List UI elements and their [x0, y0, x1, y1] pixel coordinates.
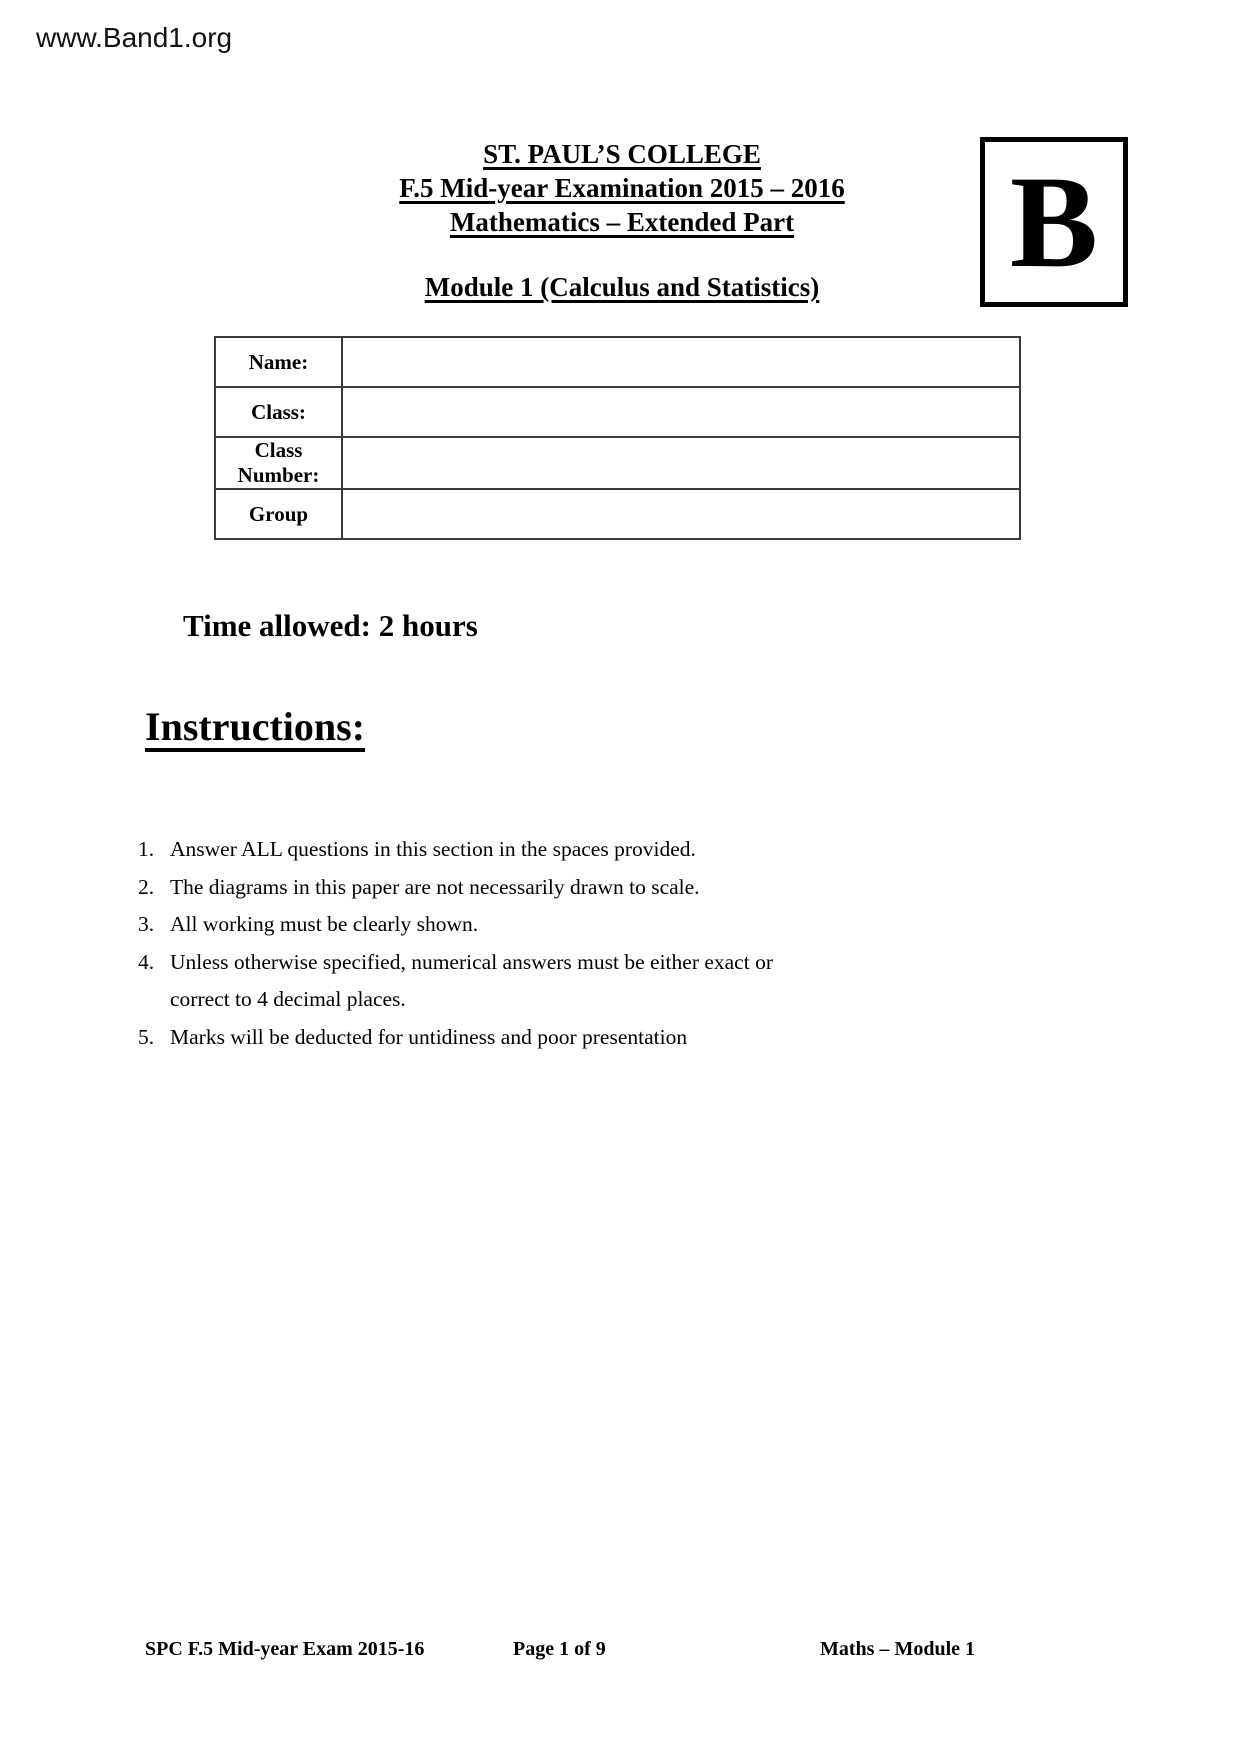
- watermark-url: www.Band1.org: [36, 22, 233, 53]
- instruction-text: Marks will be deducted for untidiness and poor presentation: [170, 1024, 688, 1049]
- instruction-item-4-continuation: [138, 981, 858, 1019]
- instruction-text: The diagrams in this paper are not necessarily drawn to scale.: [170, 874, 700, 899]
- instruction-number: 3.: [138, 912, 155, 936]
- version-box: [980, 137, 1128, 307]
- instruction-number: 2.: [138, 874, 155, 899]
- instruction-number: 5.: [138, 1024, 155, 1049]
- instruction-text: Answer ALL questions in this section in the spaces provided.: [170, 837, 696, 861]
- table-row-class: [215, 387, 1020, 437]
- footer-page-number: Page 1 of 9: [513, 1638, 606, 1660]
- class-value-cell: [342, 387, 1020, 437]
- class-number-value-cell: [342, 437, 1020, 489]
- instruction-text: All working must be clearly shown.: [170, 912, 479, 936]
- instruction-item-5: [138, 1019, 858, 1057]
- class-number-label: Class Number:: [215, 437, 342, 489]
- footer-module-name: Maths – Module 1: [820, 1638, 975, 1660]
- group-label: Group: [215, 489, 342, 539]
- instruction-item-4: [138, 944, 858, 982]
- instruction-item-2: [138, 869, 858, 907]
- title-block: [292, 137, 952, 304]
- instruction-number: 4.: [138, 949, 155, 974]
- footer-exam-name: SPC F.5 Mid-year Exam 2015-16: [145, 1638, 425, 1660]
- name-value-cell: [342, 337, 1020, 387]
- instructions-heading: Instructions:: [145, 704, 366, 749]
- time-allowed-text: Time allowed: 2 hours: [183, 608, 478, 643]
- exam-title: F.5 Mid-year Examination 2015 – 2016: [399, 173, 845, 203]
- table-row-name: [215, 337, 1020, 387]
- subject-title: Mathematics – Extended Part: [449, 207, 795, 237]
- group-value-cell: [342, 489, 1020, 539]
- instruction-item-1: [138, 831, 858, 869]
- instruction-item-3: [138, 906, 858, 944]
- page-footer: [0, 1638, 1240, 1668]
- instruction-text: correct to 4 decimal places.: [170, 987, 406, 1011]
- instruction-number: 1.: [138, 837, 155, 861]
- instruction-text: Unless otherwise specified, numerical answers must be either exact or: [170, 949, 773, 974]
- school-name: ST. PAUL’S COLLEGE: [483, 139, 761, 169]
- table-row-group: [215, 489, 1020, 539]
- table-row-class-number: [215, 437, 1020, 489]
- instructions-list: [138, 831, 858, 1056]
- name-label: Name:: [215, 337, 342, 387]
- module-title: Module 1 (Calculus and Statistics): [424, 272, 820, 302]
- class-label: Class:: [215, 387, 342, 437]
- student-info-table: [214, 336, 1021, 540]
- version-letter: B: [1009, 148, 1099, 295]
